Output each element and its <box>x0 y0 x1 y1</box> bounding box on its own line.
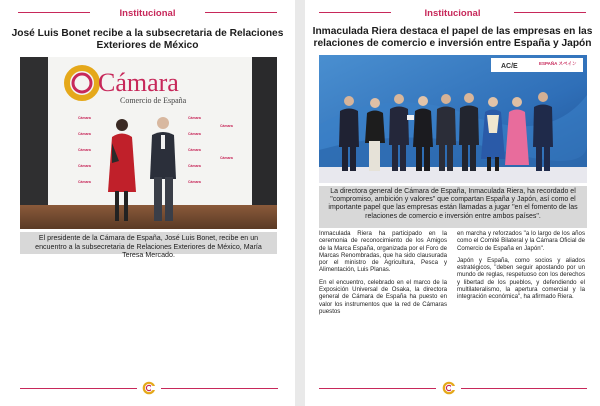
section-rule-left <box>319 12 391 13</box>
right-page <box>305 0 600 406</box>
repeat-logo-text-12: Cámara <box>220 156 233 160</box>
paragraph: Inmaculada Riera ha participado en la ceremonia de reconocimiento de los Amigos de la Marca España, organizada por el Foro de Marcas Renombradas, que ha sido clausurada por el ministro de Agricultura, Pesca y Alimentación, Luis Planas. <box>319 230 447 274</box>
section-header <box>0 3 295 21</box>
section-rule-right <box>205 12 277 13</box>
repeat-logo-text-6: Cámara <box>188 116 201 120</box>
photo-illustration <box>319 55 587 183</box>
repeat-logo-text-4: Cámara <box>78 164 91 168</box>
article-column-1 <box>319 230 447 320</box>
repeat-logo-text-2: Cámara <box>78 132 91 136</box>
banner-logo-2: ESPAÑA スペイン <box>539 61 577 66</box>
article-headline: José Luis Bonet recibe a la subsecretaria de Relaciones Exteriores de México <box>11 28 284 51</box>
footer-rule-right <box>461 388 587 389</box>
camara-logo-icon <box>442 381 456 395</box>
repeat-logo-text-3: Cámara <box>78 148 91 152</box>
paragraph: En el encuentro, celebrado en el marco de la Exposición Universal de Osaka, la directora general de Cámara de España ha puesto en valor los instrumentos que la red de Cámaras puestos <box>319 278 447 315</box>
section-rule-left <box>18 12 90 13</box>
repeat-logo-text-11: Cámara <box>220 124 233 128</box>
photo-caption: El presidente de la Cámara de España, José Luis Bonet, recibe en un encuentro a la subsecretaria de Relaciones Exteriores de México, María Teresa Mercado. <box>20 232 277 254</box>
article-body <box>319 230 585 320</box>
repeat-logo-text-10: Cámara <box>188 180 201 184</box>
section-label: Institucional <box>419 7 487 20</box>
footer-rule-left <box>319 388 436 389</box>
repeat-logo-text-8: Cámara <box>188 148 201 152</box>
section-header <box>305 3 600 21</box>
article-column-2 <box>457 230 585 320</box>
camara-logo-icon <box>142 381 156 395</box>
article-photo <box>319 55 587 183</box>
article-photo <box>20 57 277 229</box>
repeat-logo-text-7: Cámara <box>188 132 201 136</box>
repeat-logo-text-9: Cámara <box>188 164 201 168</box>
repeat-logo-text-1: Cámara <box>78 116 91 120</box>
repeat-logo-text-5: Cámara <box>78 180 91 184</box>
backdrop-subtitle: Comercio de España <box>120 96 187 105</box>
paragraph: en marcha y reforzados "a lo largo de los años como el Comité Bilateral y la Cámara Oficial de Comercio de España en Japón". <box>457 230 585 252</box>
article-headline: Inmaculada Riera destaca el papel de las empresas en las relaciones de comercio e inversión entre España y Japón <box>312 26 593 49</box>
footer-rule-left <box>20 388 137 389</box>
section-label: Institucional <box>114 7 182 20</box>
photo-caption: La directora general de Cámara de España, Inmaculada Riera, ha recordado el "compromiso, ambición y valores" que compartan España y Japón, así como el importante papel que las empresas están llamadas a jugar "en el fomento de las relaciones de comercio e inversión entre ambos países". <box>319 186 587 228</box>
footer-rule-right <box>161 388 278 389</box>
paragraph: Japón y España, como socios y aliados estratégicos, "deben seguir apostando por un mundo de reglas, respetuoso con los derechos y libertad de los pueblos, y defendiendo el multilateralismo, la apertura comercial y la integración económica", ha afirmado Riera. <box>457 256 585 301</box>
left-page <box>0 0 295 406</box>
banner-logo-1: AC/E <box>501 63 518 70</box>
photo-illustration <box>20 57 277 229</box>
backdrop-wordmark: Cámara <box>98 68 179 97</box>
section-rule-right <box>514 12 586 13</box>
